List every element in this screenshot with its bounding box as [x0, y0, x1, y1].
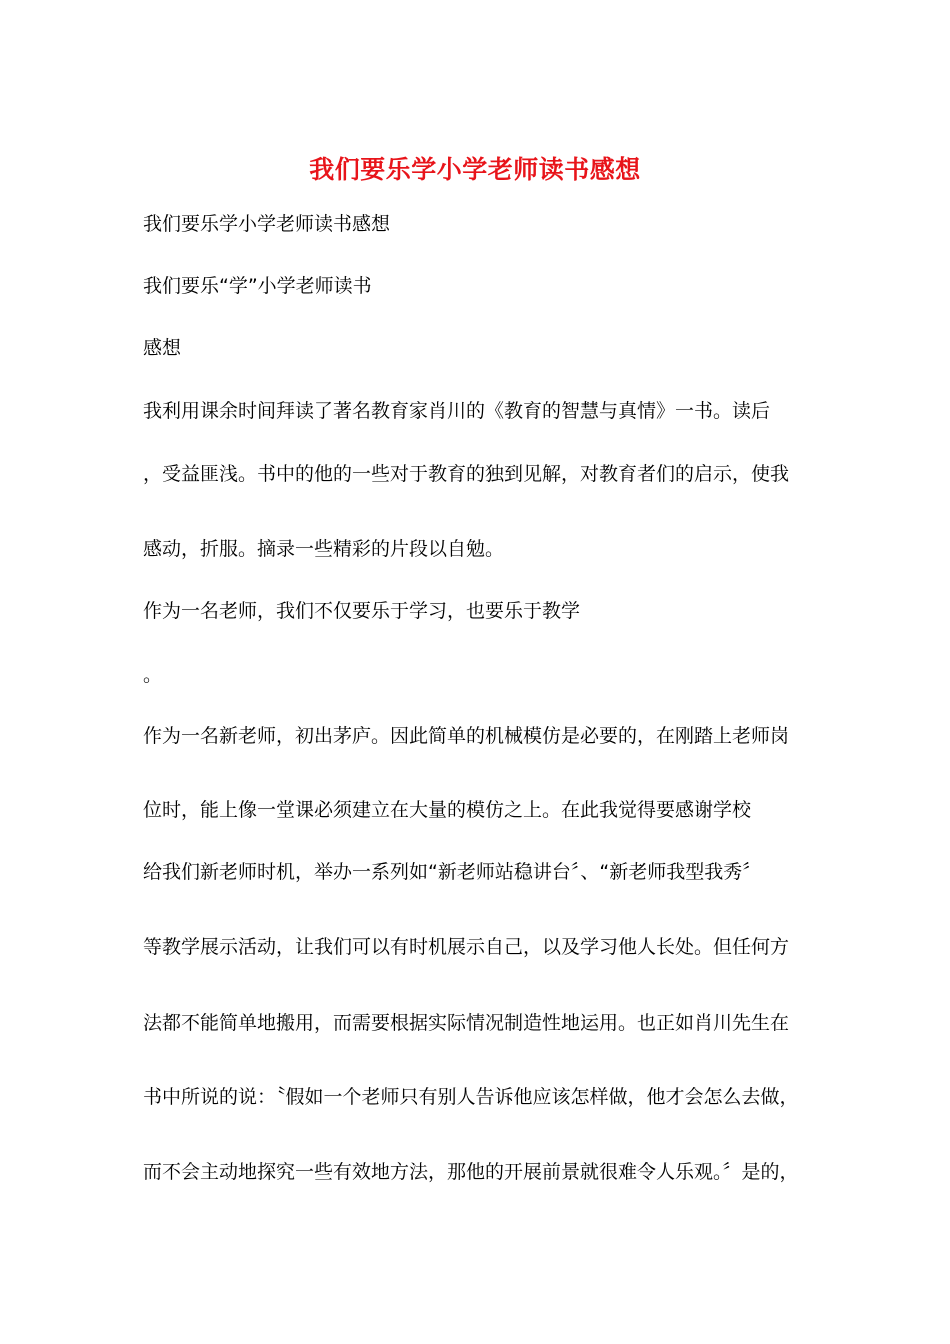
text-line: ，受益匪浅。书中的他的一些对于教育的独到见解，对教育者们的启示，使我 — [143, 463, 790, 485]
text-line: 感动，折服。摘录一些精彩的片段以自勉。 — [143, 538, 505, 560]
text-line: 给我们新老师时机，举办一系列如“新老师站稳讲台〞、“新老师我型我秀〞 — [143, 861, 762, 883]
text-line: 位时，能上像一堂课必须建立在大量的模仿之上。在此我觉得要感谢学校 — [143, 799, 752, 821]
text-line: 法都不能简单地搬用，而需要根据实际情况制造性地运用。也正如肖川先生在 — [143, 1012, 790, 1034]
text-line: 我们要乐学小学老师读书感想 — [143, 213, 391, 235]
document-title: 我们要乐学小学老师读书感想 — [309, 155, 641, 184]
text-line: 我们要乐“学”小学老师读书 — [143, 275, 372, 297]
text-line: 等教学展示活动，让我们可以有时机展示自己，以及学习他人长处。但任何方 — [143, 936, 790, 958]
text-line: 而不会主动地探究一些有效地方法，那他的开展前景就很难令人乐观。〞是的， — [143, 1161, 799, 1183]
text-line: 作为一名新老师，初出茅庐。因此简单的机械模仿是必要的，在刚踏上老师岗 — [143, 725, 790, 747]
text-line: 感想 — [143, 337, 182, 359]
text-line: 作为一名老师，我们不仅要乐于学习，也要乐于教学 — [143, 600, 581, 622]
text-line: 。 — [143, 664, 163, 686]
text-line: 我利用课余时间拜读了著名教育家肖川的《教育的智慧与真情》一书。读后 — [143, 400, 771, 422]
text-line: 书中所说的说：〝假如一个老师只有别人告诉他应该怎样做，他才会怎么去做， — [143, 1086, 799, 1108]
